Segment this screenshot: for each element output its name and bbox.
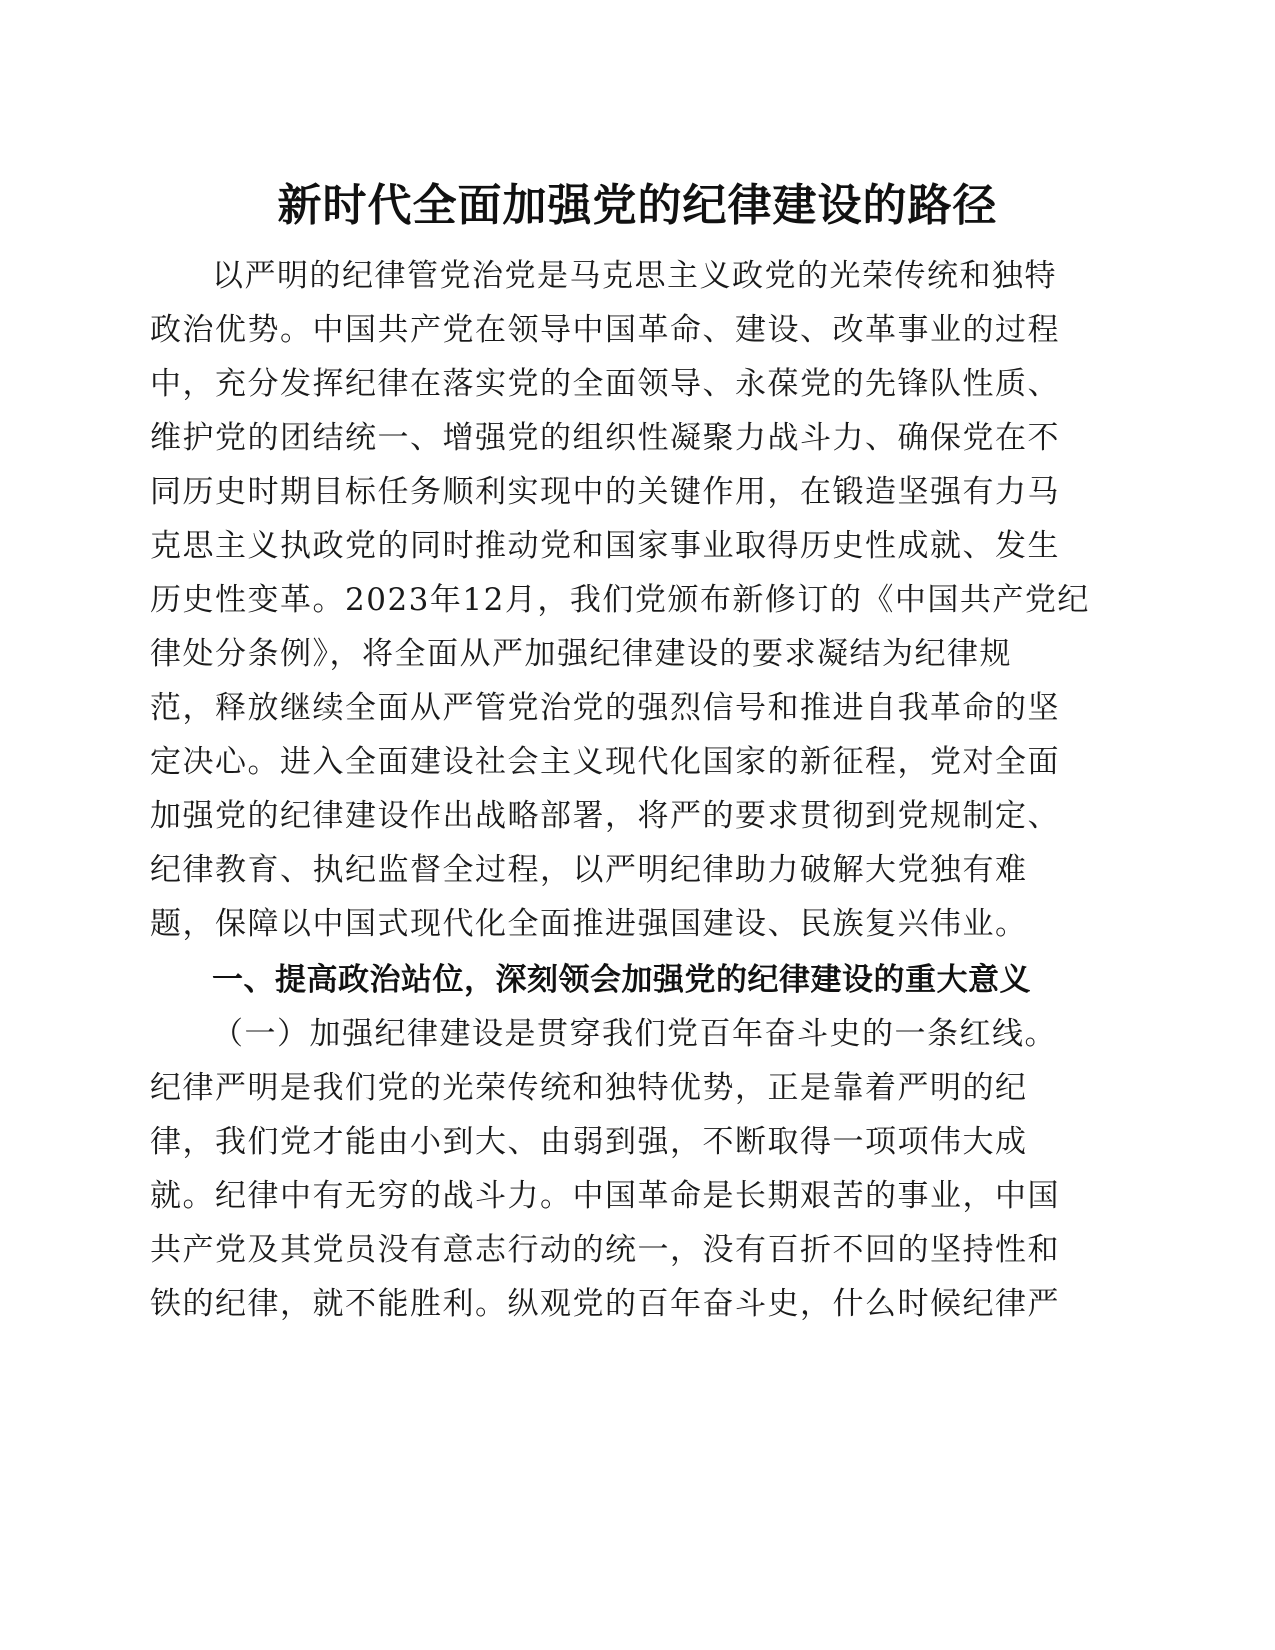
paragraph-line: 同历史时期目标任务顺利实现中的关键作用，在锻造坚强有力马	[150, 474, 1060, 510]
subsection-line: 共产党及其党员没有意志行动的统一，没有百折不回的坚持性和	[150, 1232, 1060, 1268]
paragraph-line: 加强党的纪律建设作出战略部署，将严的要求贯彻到党规制定、	[150, 798, 1060, 834]
paragraph-line: 题，保障以中国式现代化全面推进强国建设、民族复兴伟业。	[150, 906, 1028, 942]
subsection-line: 铁的纪律，就不能胜利。纵观党的百年奋斗史，什么时候纪律严	[150, 1286, 1060, 1322]
paragraph-line: 政治优势。中国共产党在领导中国革命、建设、改革事业的过程	[150, 312, 1060, 348]
paragraph-line: 纪律教育、执纪监督全过程，以严明纪律助力破解大党独有难	[150, 852, 1028, 888]
subsection-line: （一）加强纪律建设是贯穿我们党百年奋斗史的一条红线。	[212, 1016, 1057, 1052]
subsection-line: 纪律严明是我们党的光荣传统和独特优势，正是靠着严明的纪	[150, 1070, 1028, 1106]
paragraph-line: 历史性变革。2023年12月，我们党颁布新修订的《中国共产党纪	[150, 582, 1090, 618]
paragraph-line: 以严明的纪律管党治党是马克思主义政党的光荣传统和独特	[212, 258, 1057, 294]
subsection-line: 就。纪律中有无穷的战斗力。中国革命是长期艰苦的事业，中国	[150, 1178, 1060, 1214]
paragraph-line: 中，充分发挥纪律在落实党的全面领导、永葆党的先锋队性质、	[150, 366, 1060, 402]
paragraph-line: 范，释放继续全面从严管党治党的强烈信号和推进自我革命的坚	[150, 690, 1060, 726]
document-title: 新时代全面加强党的纪律建设的路径	[277, 180, 998, 231]
paragraph-line: 定决心。进入全面建设社会主义现代化国家的新征程，党对全面	[150, 744, 1060, 780]
paragraph-line: 维护党的团结统一、增强党的组织性凝聚力战斗力、确保党在不	[150, 420, 1060, 456]
subsection-line: 律，我们党才能由小到大、由弱到强，不断取得一项项伟大成	[150, 1124, 1028, 1160]
paragraph-line: 律处分条例》，将全面从严加强纪律建设的要求凝结为纪律规	[150, 636, 1012, 672]
paragraph-line: 克思主义执政党的同时推动党和国家事业取得历史性成就、发生	[150, 528, 1060, 564]
section-heading: 一、提高政治站位，深刻领会加强党的纪律建设的重大意义	[212, 962, 1031, 998]
